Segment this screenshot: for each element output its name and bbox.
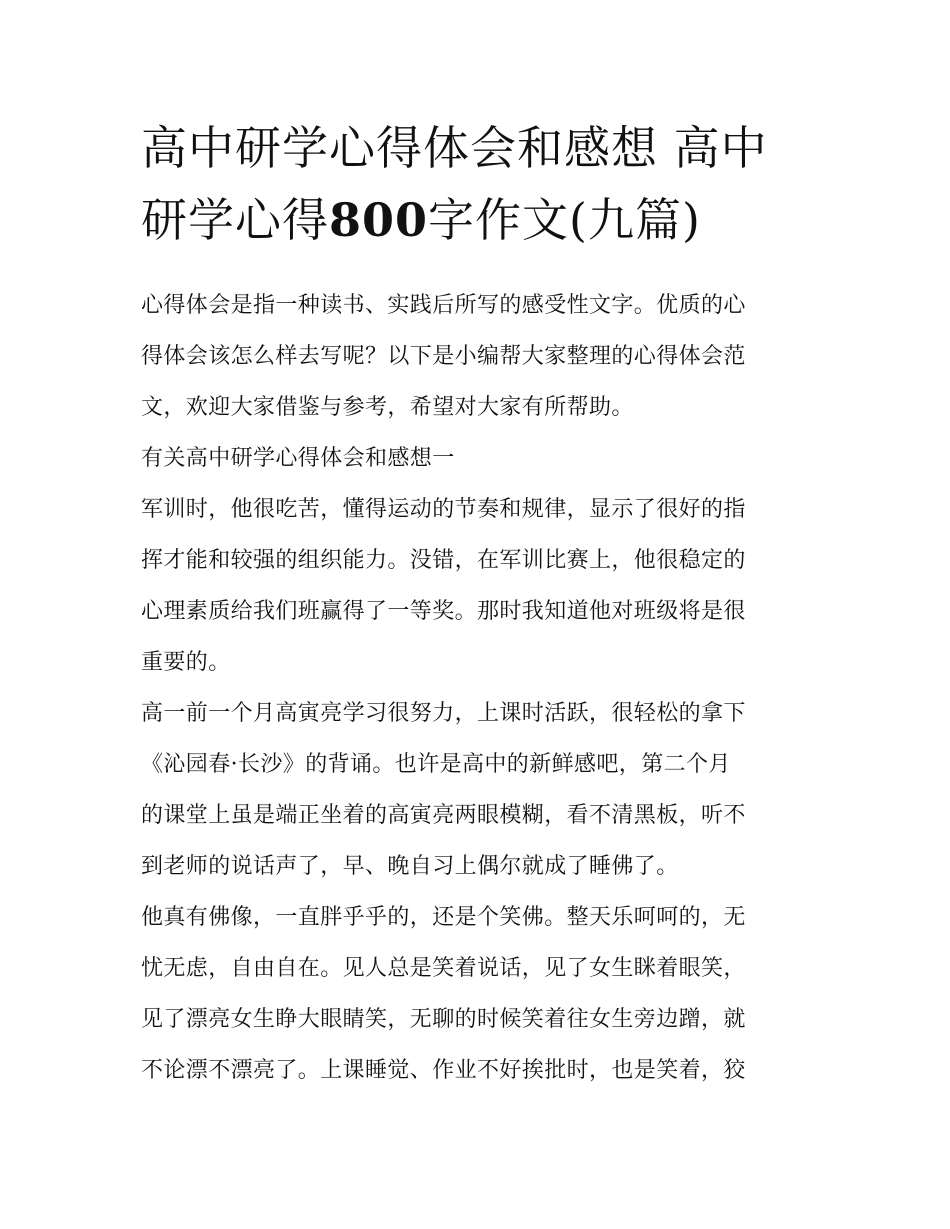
body-line: 不论漂不漂亮了。上课睡觉、作业不好挨批时，也是笑着，狡 — [141, 1058, 746, 1083]
body-line: 心得体会是指一种读书、实践后所写的感受性文字。优质的心 — [141, 293, 746, 318]
body-line: 他真有佛像，一直胖乎乎的，还是个笑佛。整天乐呵呵的，无 — [141, 905, 746, 930]
document-body — [141, 280, 813, 1096]
title-number: 800 — [329, 193, 429, 247]
body-line: 心理素质给我们班赢得了一等奖。那时我知道他对班级将是很 — [141, 599, 746, 624]
body-line: 忧无虑，自由自在。见人总是笑着说话，见了女生眯着眼笑， — [141, 956, 746, 981]
title-line-1: 高中研学心得体会和感想 高中 — [141, 121, 768, 175]
section-heading: 有关高中研学心得体会和感想一 — [141, 446, 455, 471]
body-line: 《沁园春·长沙》的背诵。也许是高中的新鲜感吧，第二个月 — [141, 752, 731, 777]
body-line: 挥才能和较强的组织能力。没错，在军训比赛上，他很稳定的 — [141, 548, 746, 573]
body-line: 重要的。 — [141, 650, 231, 675]
body-line: 文，欢迎大家借鉴与参考，希望对大家有所帮助。 — [141, 395, 634, 420]
document-title — [141, 112, 821, 256]
body-line: 到老师的说话声了，早、晚自习上偶尔就成了睡佛了。 — [141, 854, 679, 879]
body-line: 见了漂亮女生睁大眼睛笑，无聊的时候笑着往女生旁边蹭，就 — [141, 1007, 746, 1032]
body-line: 的课堂上虽是端正坐着的高寅亮两眼模糊，看不清黑板，听不 — [141, 803, 746, 828]
body-line: 得体会该怎么样去写呢？以下是小编帮大家整理的心得体会范 — [141, 344, 746, 369]
title-line-2b: 字作文(九篇) — [428, 193, 701, 247]
body-line: 高一前一个月高寅亮学习很努力，上课时活跃，很轻松的拿下 — [141, 701, 746, 726]
title-line-2a: 研学心得 — [141, 193, 329, 247]
body-line: 军训时，他很吃苦，懂得运动的节奏和规律，显示了很好的指 — [141, 497, 746, 522]
